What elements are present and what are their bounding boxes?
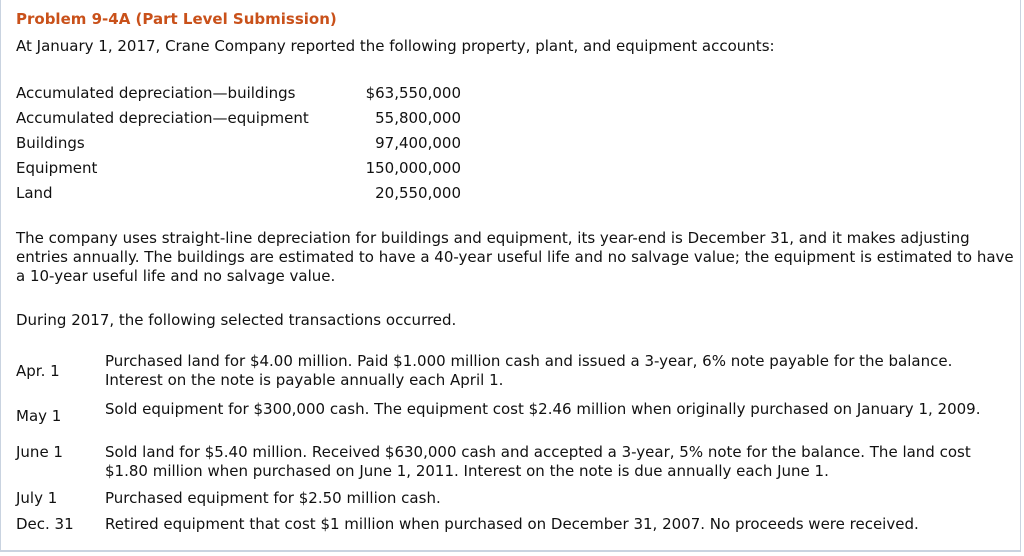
- transaction-date: Apr. 1: [16, 362, 60, 380]
- transaction-date: Dec. 31: [16, 515, 74, 533]
- transaction-description: Sold equipment for $300,000 cash. The equipment cost $2.46 million when originally purchased on January 1, 2009.: [105, 400, 981, 418]
- account-row: [16, 184, 461, 209]
- account-amount: 150,000,000: [365, 159, 461, 177]
- account-row: [16, 84, 461, 109]
- transaction-description: Purchased equipment for $2.50 million cash.: [105, 489, 441, 507]
- account-name: Accumulated depreciation—buildings: [16, 84, 296, 102]
- transaction-date: July 1: [16, 489, 58, 507]
- account-row: [16, 134, 461, 159]
- account-row: [16, 109, 461, 134]
- account-name: Equipment: [16, 159, 98, 177]
- account-amount: 20,550,000: [375, 184, 461, 202]
- transaction-description: Purchased land for $4.00 million. Paid $1.000 million cash and issued a 3-year, 6% note payable for the balance. Interest on the note is payable annually each April 1.: [105, 352, 953, 389]
- account-amount: 55,800,000: [375, 109, 461, 127]
- account-amount: $63,550,000: [365, 84, 461, 102]
- transaction-date: May 1: [16, 407, 62, 425]
- transaction-date: June 1: [16, 443, 63, 461]
- intro-text: At January 1, 2017, Crane Company reported the following property, plant, and equipment accounts:: [16, 37, 775, 55]
- account-name: Buildings: [16, 134, 85, 152]
- transaction-description: Sold land for $5.40 million. Received $630,000 cash and accepted a 3-year, 5% note for the balance. The land cost $1.80 million when purchased on June 1, 2011. Interest on the note is due annually each June 1.: [105, 443, 971, 480]
- account-name: Land: [16, 184, 53, 202]
- accounts-table: [16, 84, 461, 209]
- account-name: Accumulated depreciation—equipment: [16, 109, 309, 127]
- policy-paragraph: The company uses straight-line depreciation for buildings and equipment, its year-end is December 31, and it makes adjusting entries annually. The buildings are estimated to have a 40-year useful life and no salvage value; the equipment is estimated to have a 10-year useful life and no salvage value.: [16, 229, 1014, 285]
- account-row: [16, 159, 461, 184]
- problem-title: Problem 9-4A (Part Level Submission): [16, 10, 337, 28]
- transaction-description: Retired equipment that cost $1 million when purchased on December 31, 2007. No proceeds were received.: [105, 515, 919, 533]
- account-amount: 97,400,000: [375, 134, 461, 152]
- transactions-intro: During 2017, the following selected transactions occurred.: [16, 311, 457, 329]
